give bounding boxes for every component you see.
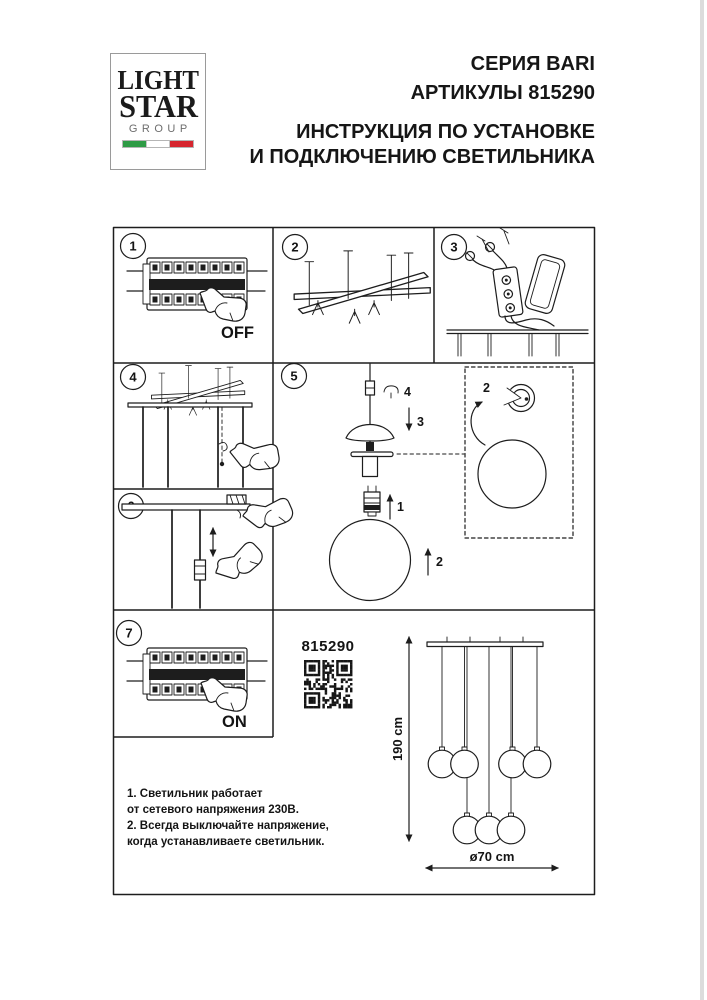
on-label: ON [222,713,247,731]
step-4-canopy-drawing [128,366,283,487]
qr-code [304,660,352,708]
step-6-adjustment-drawing [122,487,297,608]
step-7-breaker-on-drawing [127,648,267,731]
off-label: OFF [221,324,254,342]
product-dimension-drawing [390,637,558,868]
step-2-bracket-drawing [294,251,430,323]
article-title: АРТИКУЛЫ 815290 [410,82,595,104]
step-5-inset-detail [465,367,573,538]
inset-2-label: 2 [483,381,490,395]
step-2-number: 2 [291,239,299,255]
note-line-3: 2. Всегда выключайте напряжение, [127,820,329,832]
page-edge-shadow [700,0,704,1000]
instruction-line-1: ИНСТРУКЦИЯ ПО УСТАНОВКЕ [296,121,595,143]
part-4-label: 4 [404,385,411,399]
pointing-hand-icon [212,533,267,590]
glass-globe [330,520,411,601]
step-5-assembly-drawing [330,364,574,601]
note-line-2: от сетевого напряжения 230В. [127,804,299,816]
logo-word-light: LIGHT [117,65,199,95]
step-7-number: 7 [125,625,133,641]
pointing-hand-icon [240,487,297,540]
part-3-label: 3 [417,415,424,429]
part-1-label: 1 [397,500,404,514]
step-4-number: 4 [129,369,137,385]
note-line-4: когда устанавливаете светильник. [127,836,325,848]
height-dimension: 190 cm [390,716,405,762]
series-title: СЕРИЯ BARI [470,53,595,75]
power-notes [127,788,329,848]
step-3-number: 3 [450,239,458,255]
terminal-cover [524,253,566,315]
glass-globe [478,440,546,508]
step-5-number: 5 [290,368,298,384]
step-1-number: 1 [129,238,137,254]
logo-word-group: GROUP [128,123,192,135]
step-3-wiring-drawing [447,228,588,356]
diameter-dimension: ø70 cm [469,849,515,864]
step-1-breaker-off-drawing [127,258,267,342]
logo-word-star: STAR [118,88,198,124]
part-2-label: 2 [436,555,443,569]
note-line-1: 1. Светильник работает [127,788,263,800]
instruction-line-2: И ПОДКЛЮЧЕНИЮ СВЕТИЛЬНИКА [249,146,595,168]
article-number: 815290 [301,638,355,655]
pointing-hand-icon [228,433,282,479]
